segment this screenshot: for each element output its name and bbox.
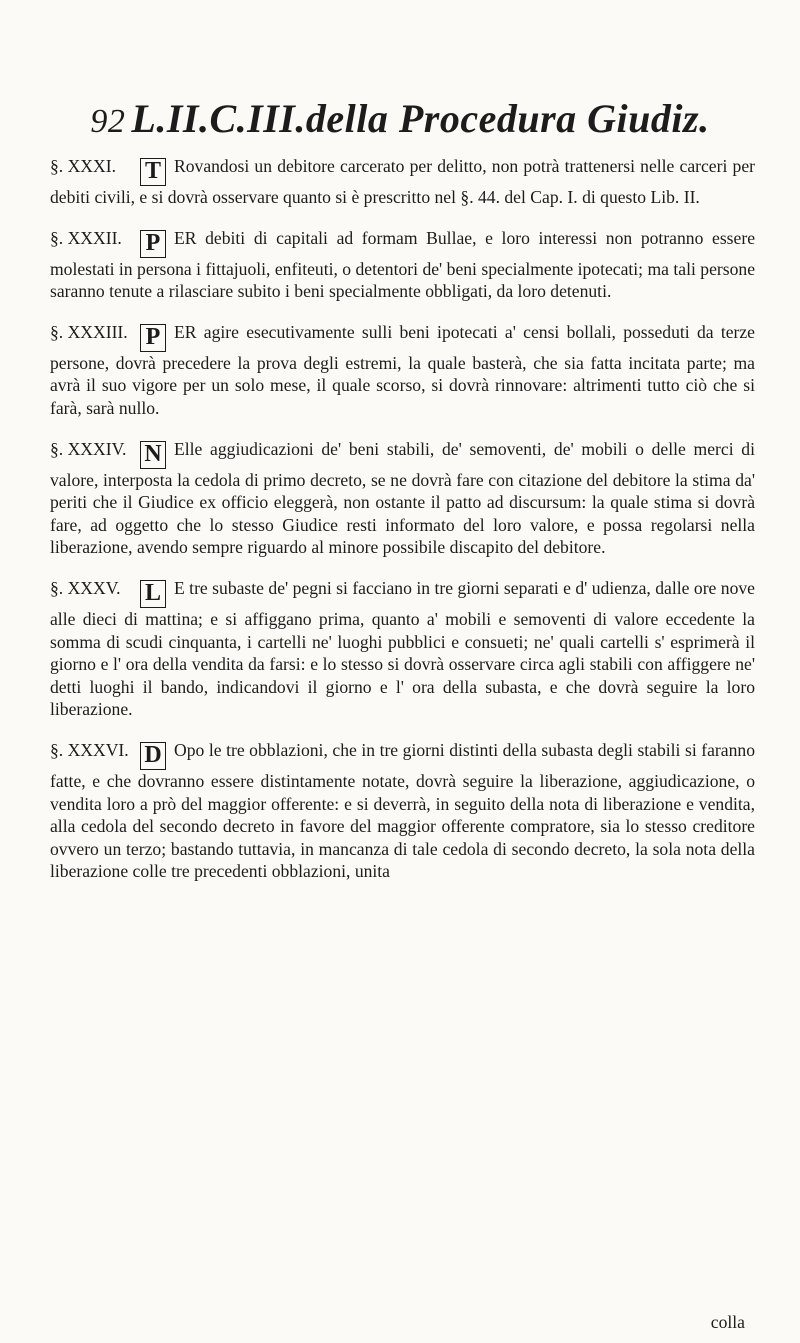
section-number: §. XXXII.	[50, 227, 122, 248]
running-title: L.II.C.III.della Procedura Giudiz.	[131, 96, 710, 141]
drop-cap: N	[140, 441, 166, 469]
page-number: 92	[90, 103, 126, 140]
paragraph-32	[50, 227, 755, 303]
paragraph-text: E tre subaste de' pegni si facciano in tre giorni separati e d' udienza, dalle ore nove alle dieci di mattina; e si affiggano prima, quanto a' mobili e semoventi di valore eccedente la somma di scudi cinquanta, i cartelli ne' luoghi pubblici e consueti; ne' quali cartelli s' esprimerà il giorno e l' ora della vendita da farsi: e lo stesso si dovrà osservare circa agli stabili con affiggere ne' detti luoghi il bando, indicandovi il giorno e l' ora della subasta, e che dovrà seguire la loro liberazione.	[50, 577, 755, 720]
paragraph-34	[50, 438, 755, 559]
body-text	[50, 155, 755, 901]
paragraph-text: Opo le tre obblazioni, che in tre giorni distinti della subasta degli stabili si faranno fatte, e che dovranno essere distintamente notate, dovrà seguire la liberazione, aggiudicazione, o vendita loro a prò del maggior offerente: e si deverrà, in seguito della nota di liberazione e vendita, alla cedola del secondo decreto in favore del maggior offerente compratore, sia lo stesso creditore ovvero un terzo; bastando tuttavia, in mancanza di tale cedola di secondo decreto, la sola nota della liberazione colle tre precedenti obblazioni, unita	[50, 739, 755, 882]
section-number: §. XXXIV.	[50, 438, 127, 459]
drop-cap: P	[140, 324, 166, 352]
drop-cap: T	[140, 158, 166, 186]
paragraph-35	[50, 577, 755, 721]
paragraph-text: ER agire esecutivamente sulli beni ipotecati a' censi bollali, posseduti da terze persone, dovrà precedere la prova degli estremi, la quale basterà, che sia fatta incitata parte; ma avrà il suo vigore per un solo mese, il quale scorso, si dovrà rinnovare: altrimenti tutto ciò che si farà, sarà nullo.	[50, 321, 755, 418]
drop-cap: D	[140, 742, 166, 770]
paragraph-text: ER debiti di capitali ad formam Bullae, e loro interessi non potranno essere molestati in persona i fittajuoli, enfiteuti, o detentori de' beni specialmente ipotecati; ma tali persone saranno tenute a rilasciare subito i beni specialmente obbligati, da loro detenuti.	[50, 227, 755, 302]
paragraph-33	[50, 321, 755, 420]
paragraph-31	[50, 155, 755, 209]
section-number: §. XXXIII.	[50, 321, 128, 342]
catchword: colla	[710, 1312, 745, 1332]
running-header	[0, 95, 800, 142]
paragraph-36	[50, 739, 755, 883]
section-number: §. XXXV.	[50, 577, 121, 598]
drop-cap: P	[140, 230, 166, 258]
section-number: §. XXXI.	[50, 156, 116, 176]
paragraph-text: Elle aggiudicazioni de' beni stabili, de' semoventi, de' mobili o delle merci di valore, interposta la cedola di primo decreto, se ne dovrà fare con citazione del debitore la stima da' periti che il Giudice ex officio eleggerà, non ostante il patto ad discursum: la quale stima si dovrà fare, ad oggetto che lo stesso Giudice resti informato del loro valore, e possa regolarsi nella liberazione, avendo sempre riguardo al minore possibile discapito del debitore.	[50, 438, 755, 558]
drop-cap: L	[140, 580, 166, 608]
section-number: §. XXXVI.	[50, 739, 129, 760]
paragraph-text: Rovandosi un debitore carcerato per delitto, non potrà trattenersi nelle carceri per debiti civili, e si dovrà osservare quanto si è prescritto nel §. 44. del Cap. I. di questo Lib. II.	[50, 156, 755, 207]
